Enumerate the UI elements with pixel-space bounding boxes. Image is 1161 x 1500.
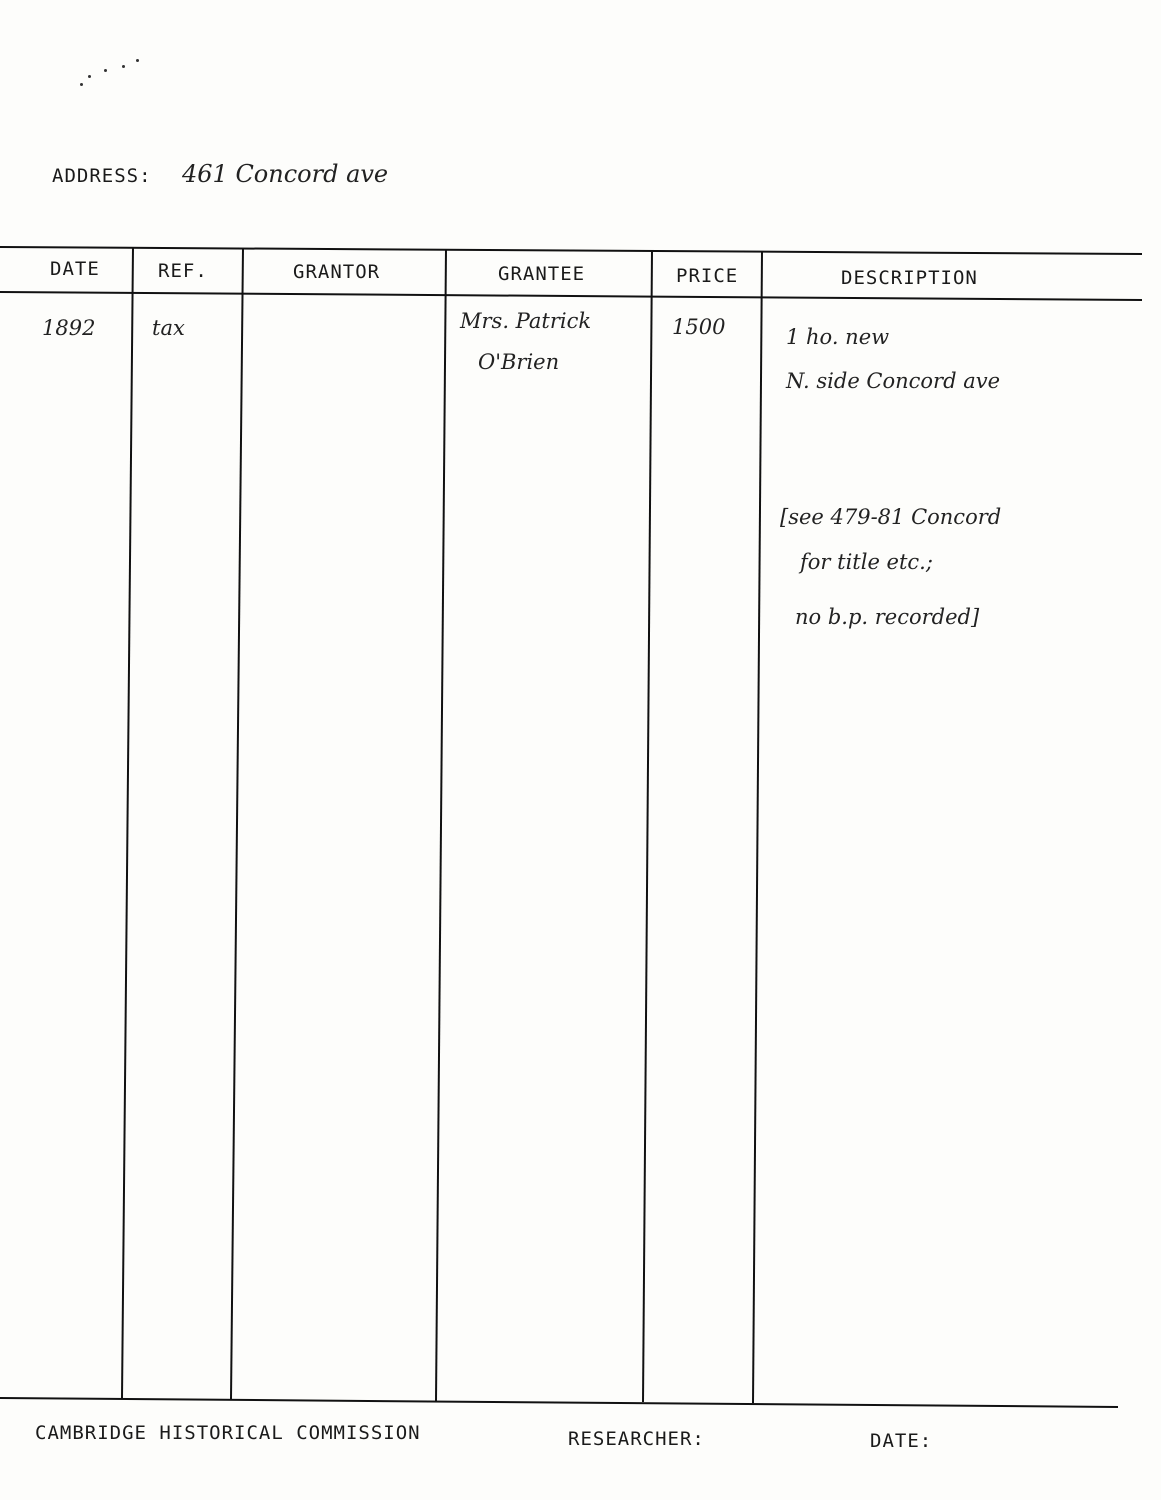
col-header-price: PRICE (676, 265, 739, 287)
col-header-grantee: GRANTEE (498, 263, 586, 285)
col-header-ref: REF. (158, 260, 208, 282)
footer-researcher-label: RESEARCHER: (568, 1428, 705, 1450)
cell-grantee-line1: Mrs. Patrick (460, 309, 592, 333)
cell-price: 1500 (672, 315, 726, 339)
address-label: ADDRESS: (52, 165, 152, 187)
cell-description-line: N. side Concord ave (786, 369, 1001, 393)
address-value: 461 Concord ave (182, 160, 389, 188)
col-header-description: DESCRIPTION (841, 267, 978, 289)
cell-ref: tax (152, 316, 185, 340)
cell-date: 1892 (42, 316, 96, 340)
cell-description-line: [see 479-81 Concord (780, 505, 1002, 529)
col-header-grantor: GRANTOR (293, 261, 381, 283)
cell-grantee-line2: O'Brien (478, 350, 560, 374)
cell-description-line: no b.p. recorded] (795, 605, 980, 629)
col-header-date: DATE (50, 258, 100, 280)
cell-description-line: for title etc.; (800, 550, 933, 574)
footer-organization: CAMBRIDGE HISTORICAL COMMISSION (35, 1422, 421, 1444)
footer-date-label: DATE: (870, 1430, 933, 1452)
cell-description-line: 1 ho. new (786, 325, 890, 349)
